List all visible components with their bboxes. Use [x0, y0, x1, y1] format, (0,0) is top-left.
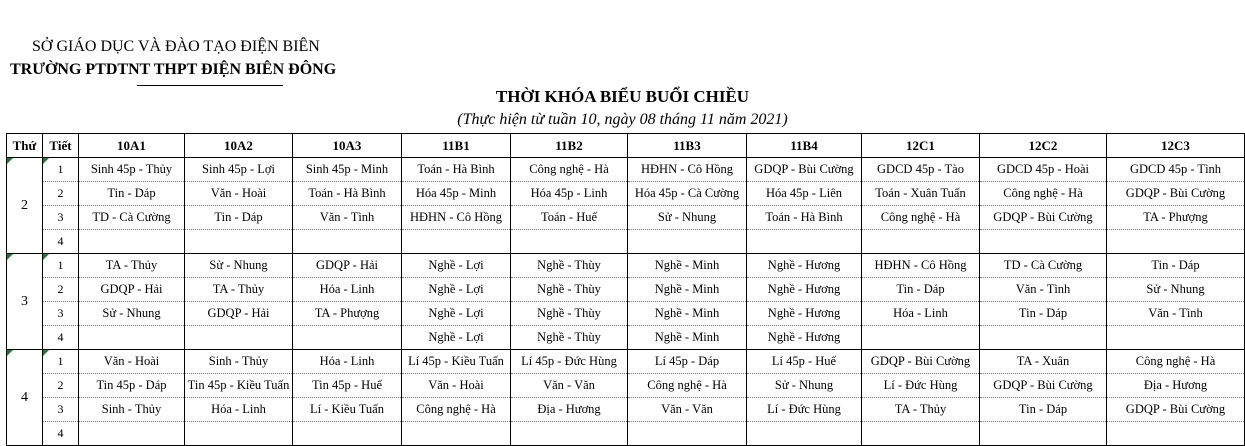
- schedule-cell[interactable]: GDQP - Bùi Cường: [1107, 398, 1245, 422]
- schedule-cell[interactable]: Công nghệ - Hà: [628, 374, 747, 398]
- period-number: 1: [57, 258, 64, 272]
- schedule-cell[interactable]: Lí - Kiều Tuấn: [293, 398, 402, 422]
- schedule-cell[interactable]: Sử - Nhung: [1107, 278, 1245, 302]
- schedule-cell[interactable]: HĐHN - Cô Hồng: [402, 206, 511, 230]
- column-header-class[interactable]: 12C1: [862, 134, 980, 158]
- table-row: [7, 422, 1245, 446]
- schedule-cell[interactable]: Hóa - Linh: [862, 302, 980, 326]
- schedule-cell[interactable]: HĐHN - Cô Hồng: [628, 158, 747, 182]
- column-header-class[interactable]: 10A2: [185, 134, 293, 158]
- comment-marker-icon: [7, 350, 13, 356]
- period-cell[interactable]: 2: [43, 182, 79, 206]
- table-row: [7, 158, 1245, 182]
- schedule-cell[interactable]: Nghề - Thùy: [511, 254, 628, 278]
- schedule-cell[interactable]: Nghề - Minh: [628, 254, 747, 278]
- period-cell[interactable]: 2: [43, 374, 79, 398]
- schedule-cell[interactable]: Hóa 45p - Minh: [402, 182, 511, 206]
- schedule-cell[interactable]: [402, 230, 511, 254]
- column-header-class[interactable]: 12C2: [980, 134, 1107, 158]
- schedule-cell[interactable]: Nghề - Lợi: [402, 254, 511, 278]
- comment-marker-icon: [7, 254, 13, 260]
- schedule-cell[interactable]: [628, 422, 747, 446]
- schedule-cell[interactable]: Tin - Dáp: [862, 278, 980, 302]
- column-header-class[interactable]: 11B3: [628, 134, 747, 158]
- schedule-cell[interactable]: Nghề - Hương: [747, 302, 862, 326]
- schedule-cell[interactable]: GDCD 45p - Tào: [862, 158, 980, 182]
- schedule-cell[interactable]: Sinh - Thủy: [79, 398, 185, 422]
- schedule-cell[interactable]: [402, 422, 511, 446]
- schedule-cell[interactable]: Văn - Tình: [1107, 302, 1245, 326]
- schedule-cell[interactable]: Nghề - Thùy: [511, 302, 628, 326]
- schedule-cell[interactable]: Toán - Huế: [511, 206, 628, 230]
- schedule-cell[interactable]: Sử - Nhung: [747, 374, 862, 398]
- period-number: 1: [57, 354, 64, 368]
- schedule-cell[interactable]: [1107, 326, 1245, 350]
- schedule-cell[interactable]: Toán - Hà Bình: [747, 206, 862, 230]
- schedule-cell[interactable]: GDQP - Hải: [293, 254, 402, 278]
- schedule-cell[interactable]: Sinh 45p - Lợi: [185, 158, 293, 182]
- column-header-class[interactable]: 10A3: [293, 134, 402, 158]
- schedule-cell[interactable]: TD - Cà Cường: [79, 206, 185, 230]
- page-subtitle: (Thực hiện từ tuần 10, ngày 08 tháng 11 năm 2021): [457, 111, 788, 128]
- schedule-cell[interactable]: Nghề - Thùy: [511, 326, 628, 350]
- column-header-class[interactable]: 10A1: [79, 134, 185, 158]
- schedule-cell[interactable]: Hóa 45p - Liên: [747, 182, 862, 206]
- schedule-cell[interactable]: Nghề - Lợi: [402, 302, 511, 326]
- period-cell[interactable]: [43, 350, 79, 374]
- schedule-cell[interactable]: Nghề - Minh: [628, 326, 747, 350]
- schedule-cell[interactable]: Tin - Dáp: [1107, 254, 1245, 278]
- schedule-cell[interactable]: Tin 45p - Kiều Tuấn: [185, 374, 293, 398]
- comment-marker-icon: [43, 254, 49, 260]
- schedule-cell[interactable]: Lí 45p - Dáp: [628, 350, 747, 374]
- period-cell[interactable]: 3: [43, 206, 79, 230]
- schedule-cell[interactable]: Nghề - Minh: [628, 302, 747, 326]
- comment-marker-icon: [43, 158, 49, 164]
- schedule-cell[interactable]: Lí - Đức Hùng: [747, 398, 862, 422]
- schedule-cell[interactable]: Tin 45p - Dáp: [79, 374, 185, 398]
- schedule-cell[interactable]: HĐHN - Cô Hồng: [862, 254, 980, 278]
- table-row: [7, 302, 1245, 326]
- schedule-cell[interactable]: [511, 422, 628, 446]
- schedule-cell[interactable]: Nghề - Hương: [747, 326, 862, 350]
- schedule-cell[interactable]: TA - Thủy: [185, 278, 293, 302]
- schedule-cell[interactable]: [293, 326, 402, 350]
- table-row: [7, 254, 1245, 278]
- day-label: 3: [21, 293, 28, 309]
- period-cell[interactable]: 2: [43, 278, 79, 302]
- table-row: [7, 350, 1245, 374]
- schedule-cell[interactable]: [79, 230, 185, 254]
- schedule-cell[interactable]: Hóa - Linh: [293, 278, 402, 302]
- timetable: [6, 133, 1245, 446]
- schedule-cell[interactable]: Văn - Tình: [980, 278, 1107, 302]
- table-row: [7, 230, 1245, 254]
- schedule-cell[interactable]: [628, 230, 747, 254]
- schedule-cell[interactable]: Văn - Văn: [628, 398, 747, 422]
- schedule-cell[interactable]: GDQP - Bùi Cường: [980, 206, 1107, 230]
- schedule-cell[interactable]: TA - Phượng: [1107, 206, 1245, 230]
- schedule-cell[interactable]: Nghề - Thùy: [511, 278, 628, 302]
- period-number: 1: [57, 162, 64, 176]
- table-row: [7, 278, 1245, 302]
- schedule-cell[interactable]: [1107, 422, 1245, 446]
- schedule-cell[interactable]: Lí - Đức Hùng: [862, 374, 980, 398]
- schedule-cell[interactable]: Sinh 45p - Thủy: [79, 158, 185, 182]
- column-header-period[interactable]: Tiết: [43, 134, 79, 158]
- schedule-cell[interactable]: Toán - Hà Bình: [402, 158, 511, 182]
- schedule-cell[interactable]: Văn - Tình: [293, 206, 402, 230]
- column-header-class[interactable]: 11B1: [402, 134, 511, 158]
- comment-marker-icon: [43, 350, 49, 356]
- day-cell[interactable]: [7, 158, 43, 254]
- schedule-cell[interactable]: GDQP - Bùi Cường: [862, 350, 980, 374]
- schedule-cell[interactable]: [185, 422, 293, 446]
- department-name: SỞ GIÁO DỤC VÀ ĐÀO TẠO ĐIỆN BIÊN: [32, 38, 320, 55]
- schedule-cell[interactable]: [980, 326, 1107, 350]
- period-cell[interactable]: [43, 254, 79, 278]
- schedule-cell[interactable]: Lí 45p - Huế: [747, 350, 862, 374]
- schedule-cell[interactable]: GDQP - Hải: [79, 278, 185, 302]
- schedule-cell[interactable]: Tin - Dáp: [980, 398, 1107, 422]
- period-cell[interactable]: 4: [43, 326, 79, 350]
- schedule-cell[interactable]: Tin 45p - Huế: [293, 374, 402, 398]
- schedule-cell[interactable]: Sinh - Thủy: [185, 350, 293, 374]
- schedule-cell[interactable]: Văn - Hoài: [79, 350, 185, 374]
- schedule-cell[interactable]: Nghề - Minh: [628, 278, 747, 302]
- day-label: 4: [21, 389, 28, 405]
- day-cell[interactable]: [7, 254, 43, 350]
- schedule-cell[interactable]: GDQP - Hải: [185, 302, 293, 326]
- schedule-cell[interactable]: Nghề - Hương: [747, 278, 862, 302]
- schedule-cell[interactable]: Nghề - Lợi: [402, 326, 511, 350]
- schedule-cell[interactable]: [1107, 230, 1245, 254]
- schedule-cell[interactable]: [980, 230, 1107, 254]
- schedule-cell[interactable]: [747, 422, 862, 446]
- header-row: [7, 134, 1245, 158]
- column-header-day[interactable]: Thứ: [7, 134, 43, 158]
- schedule-cell[interactable]: [185, 230, 293, 254]
- schedule-cell[interactable]: TA - Phượng: [293, 302, 402, 326]
- schedule-cell[interactable]: [79, 326, 185, 350]
- period-cell[interactable]: 3: [43, 398, 79, 422]
- header-underline: [137, 85, 283, 86]
- schedule-cell[interactable]: GDCD 45p - Hoài: [980, 158, 1107, 182]
- period-cell[interactable]: 3: [43, 302, 79, 326]
- table-row: [7, 206, 1245, 230]
- period-cell[interactable]: 4: [43, 422, 79, 446]
- table-row: [7, 326, 1245, 350]
- period-cell[interactable]: [43, 158, 79, 182]
- schedule-cell[interactable]: TA - Xuân: [980, 350, 1107, 374]
- schedule-cell[interactable]: Hóa 45p - Cà Cường: [628, 182, 747, 206]
- schedule-cell[interactable]: Sử - Nhung: [185, 254, 293, 278]
- schedule-cell[interactable]: Sinh 45p - Minh: [293, 158, 402, 182]
- schedule-cell[interactable]: GDQP - Bùi Cường: [980, 374, 1107, 398]
- schedule-cell[interactable]: Sử - Nhung: [79, 302, 185, 326]
- schedule-cell[interactable]: [185, 326, 293, 350]
- schedule-cell[interactable]: Sử - Nhung: [628, 206, 747, 230]
- column-header-class[interactable]: 11B2: [511, 134, 628, 158]
- schedule-cell[interactable]: Hóa - Linh: [293, 350, 402, 374]
- school-name: TRƯỜNG PTDTNT THPT ĐIỆN BIÊN ĐÔNG: [10, 61, 337, 78]
- schedule-cell[interactable]: [862, 422, 980, 446]
- schedule-cell[interactable]: Tin - Dáp: [79, 182, 185, 206]
- schedule-cell[interactable]: [862, 230, 980, 254]
- day-label: 2: [21, 197, 28, 213]
- schedule-cell[interactable]: [980, 422, 1107, 446]
- schedule-cell[interactable]: [293, 230, 402, 254]
- schedule-cell[interactable]: Công nghệ - Hà: [862, 206, 980, 230]
- schedule-cell[interactable]: Nghề - Lợi: [402, 278, 511, 302]
- table-row: [7, 398, 1245, 422]
- schedule-cell[interactable]: Hóa 45p - Linh: [511, 182, 628, 206]
- schedule-cell[interactable]: Địa - Hương: [511, 398, 628, 422]
- comment-marker-icon: [7, 158, 13, 164]
- schedule-cell[interactable]: GDQP - Bùi Cường: [1107, 182, 1245, 206]
- schedule-cell[interactable]: Văn - Hoài: [185, 182, 293, 206]
- schedule-cell[interactable]: Công nghệ - Hà: [980, 182, 1107, 206]
- schedule-cell[interactable]: Toán - Hà Bình: [293, 182, 402, 206]
- schedule-cell[interactable]: [293, 422, 402, 446]
- schedule-cell[interactable]: Hóa - Linh: [185, 398, 293, 422]
- column-header-class[interactable]: 11B4: [747, 134, 862, 158]
- schedule-cell[interactable]: TA - Thủy: [862, 398, 980, 422]
- schedule-cell[interactable]: [511, 230, 628, 254]
- schedule-cell[interactable]: Tin - Dáp: [980, 302, 1107, 326]
- schedule-cell[interactable]: Tin - Dáp: [185, 206, 293, 230]
- schedule-cell[interactable]: Công nghệ - Hà: [511, 158, 628, 182]
- table-row: [7, 182, 1245, 206]
- period-cell[interactable]: 4: [43, 230, 79, 254]
- schedule-cell[interactable]: Văn - Văn: [511, 374, 628, 398]
- schedule-cell[interactable]: Công nghệ - Hà: [402, 398, 511, 422]
- schedule-cell[interactable]: Lí 45p - Đức Hùng: [511, 350, 628, 374]
- table-row: [7, 374, 1245, 398]
- schedule-cell[interactable]: GDCD 45p - Tình: [1107, 158, 1245, 182]
- schedule-cell[interactable]: Địa - Hương: [1107, 374, 1245, 398]
- schedule-cell[interactable]: [862, 326, 980, 350]
- timetable-body: [7, 158, 1245, 446]
- schedule-cell[interactable]: GDQP - Bùi Cường: [747, 158, 862, 182]
- day-cell[interactable]: [7, 350, 43, 446]
- schedule-cell[interactable]: [79, 422, 185, 446]
- schedule-cell[interactable]: Văn - Hoài: [402, 374, 511, 398]
- column-header-class[interactable]: 12C3: [1107, 134, 1245, 158]
- schedule-cell[interactable]: TD - Cà Cường: [980, 254, 1107, 278]
- schedule-cell[interactable]: [747, 230, 862, 254]
- schedule-cell[interactable]: Toán - Xuân Tuấn: [862, 182, 980, 206]
- schedule-cell[interactable]: Nghề - Hương: [747, 254, 862, 278]
- schedule-cell[interactable]: Lí 45p - Kiều Tuấn: [402, 350, 511, 374]
- schedule-cell[interactable]: Công nghệ - Hà: [1107, 350, 1245, 374]
- schedule-cell[interactable]: TA - Thủy: [79, 254, 185, 278]
- page-title: THỜI KHÓA BIỂU BUỔI CHIỀU: [495, 87, 750, 106]
